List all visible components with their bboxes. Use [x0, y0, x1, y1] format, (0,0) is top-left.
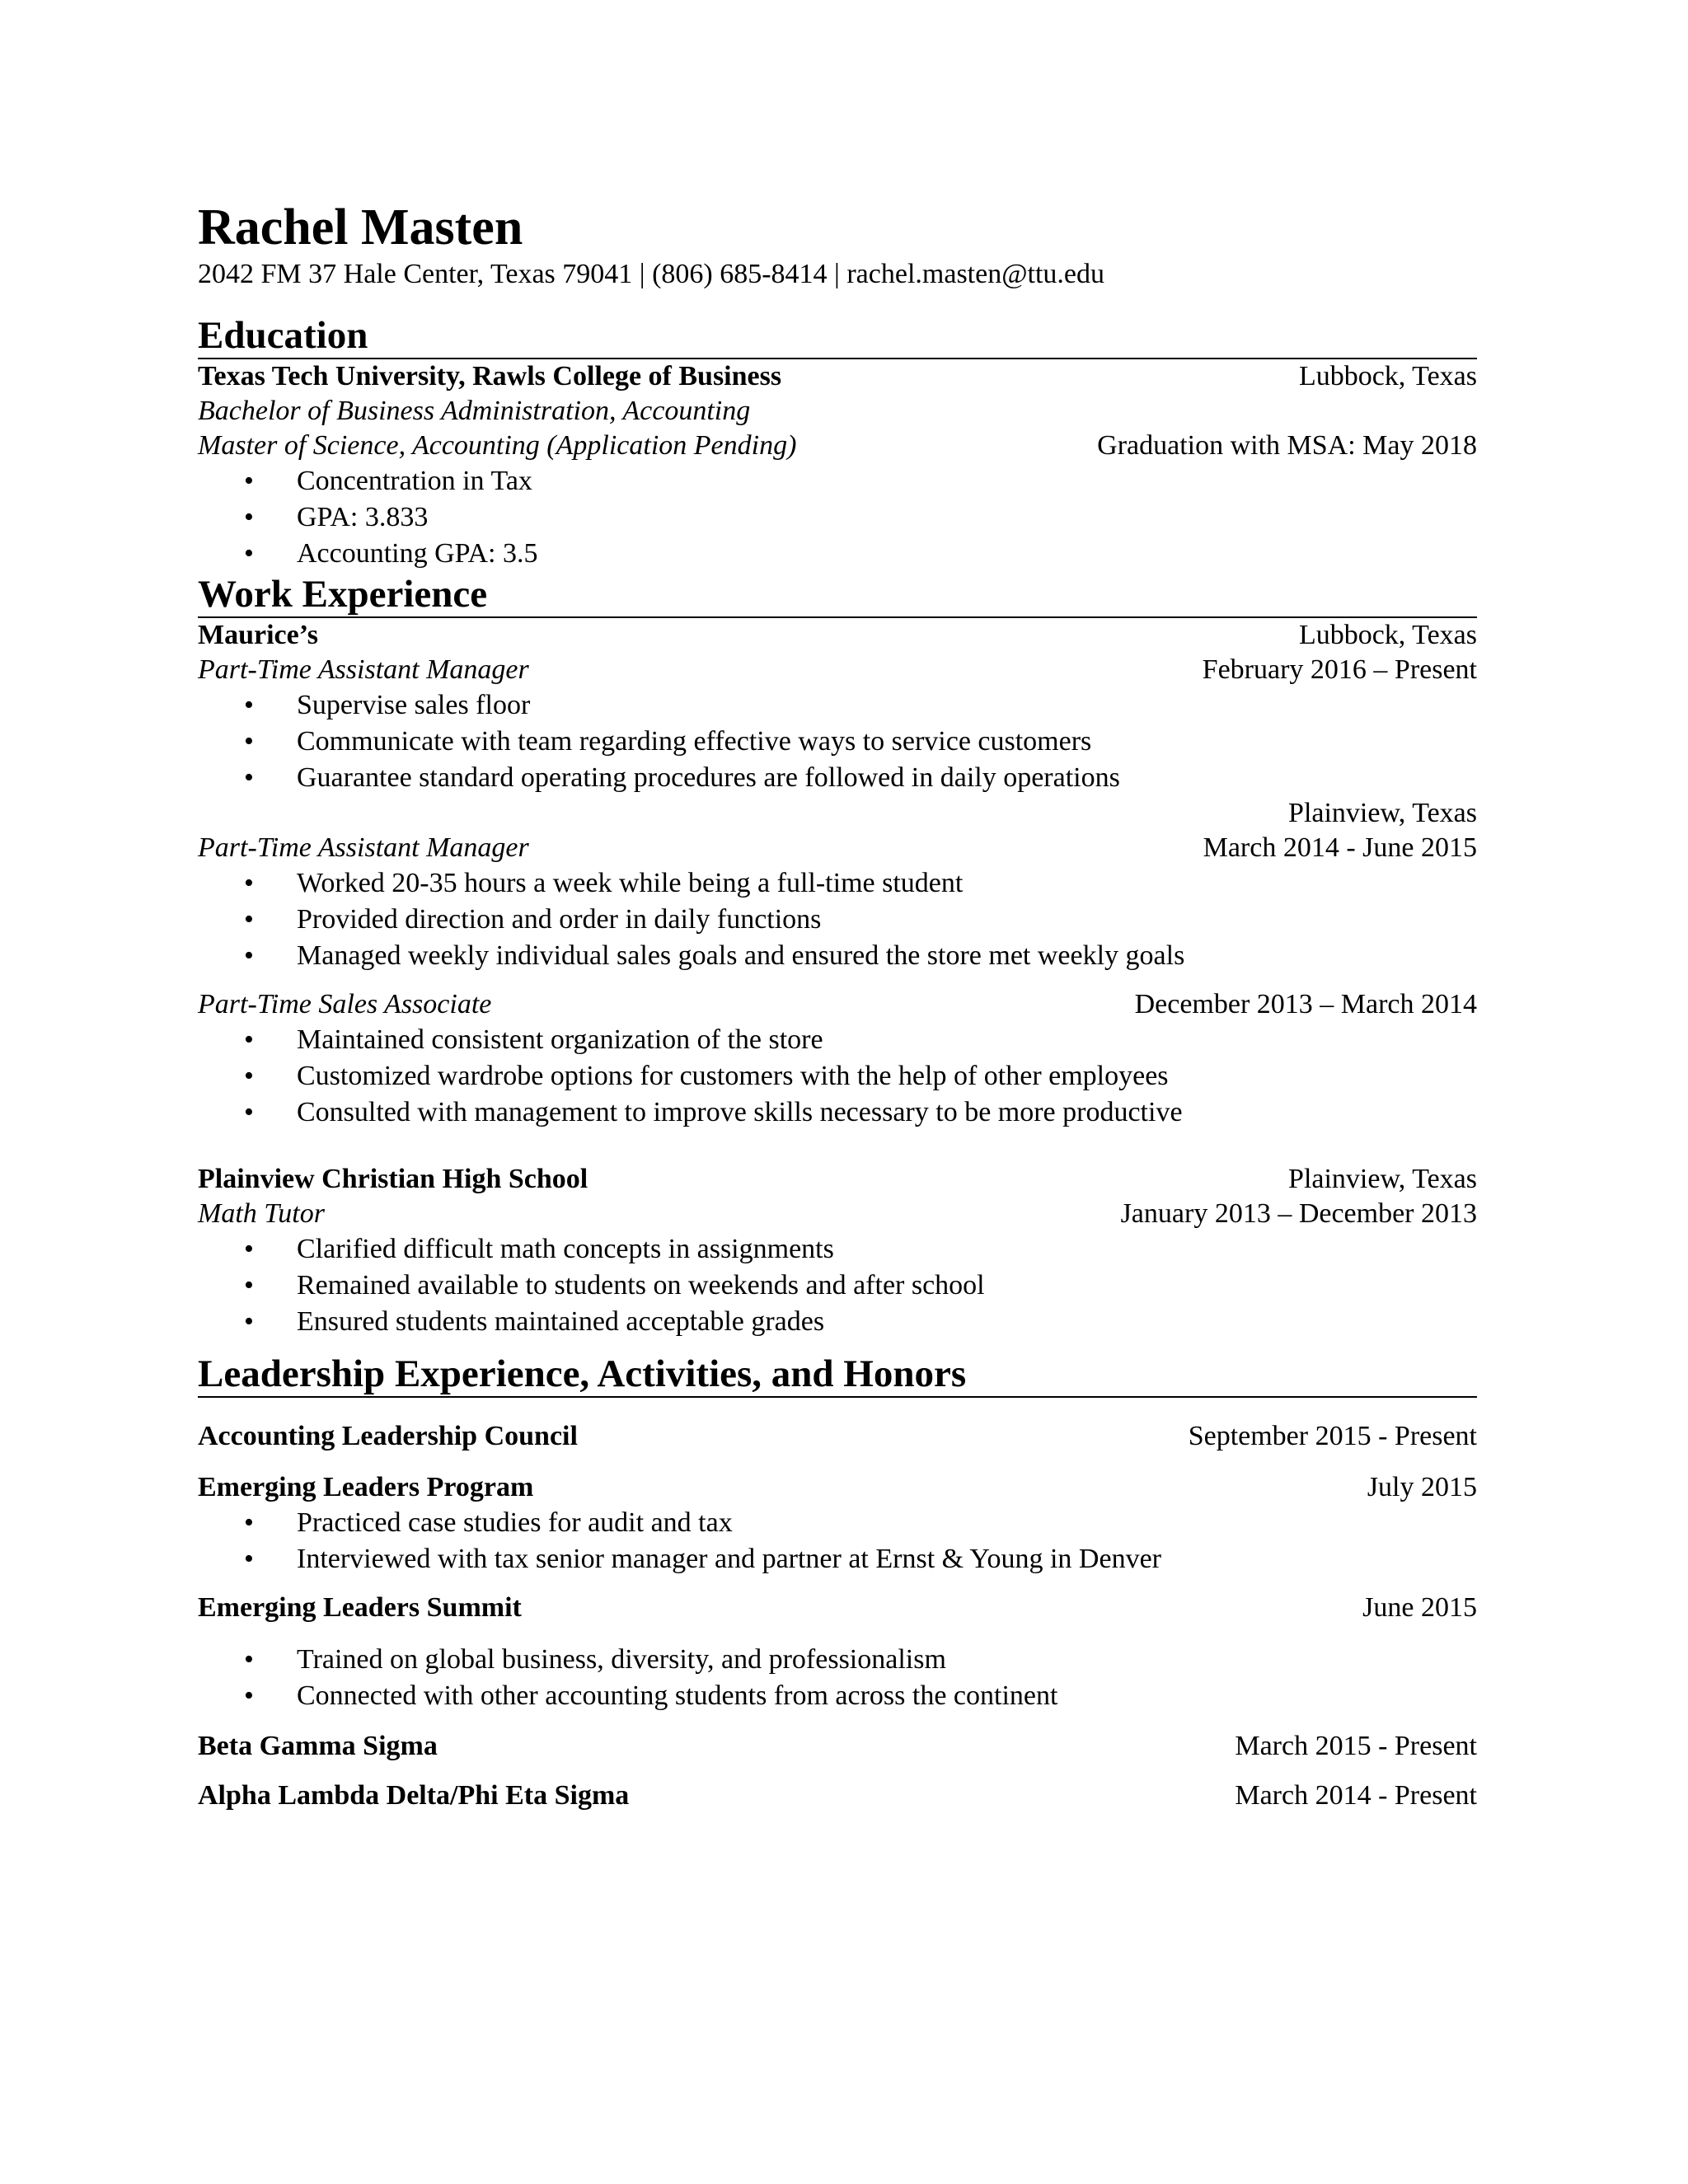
list-item: • Guarantee standard operating procedures are followed in daily operations	[198, 760, 1477, 796]
school-name: Texas Tech University, Rawls College of Business	[198, 361, 782, 391]
list-item: • Managed weekly individual sales goals and ensured the store met weekly goals	[198, 938, 1477, 974]
leadership-item-row	[198, 1779, 1477, 1813]
list-item: • Supervise sales floor	[198, 687, 1477, 724]
degree-bachelor: Bachelor of Business Administration, Accounting	[198, 396, 751, 426]
leadership-item-dates: June 2015	[1362, 1592, 1477, 1623]
leadership-item-name: Alpha Lambda Delta/Phi Eta Sigma	[198, 1780, 630, 1811]
list-item: • Worked 20-35 hours a week while being a full-time student	[198, 865, 1477, 902]
job1-dates: February 2016 – Present	[1202, 654, 1477, 685]
job2-location: Plainview, Texas	[1288, 798, 1477, 828]
job4-employer-row	[198, 1162, 1477, 1197]
leadership-item-name: Emerging Leaders Program	[198, 1472, 534, 1502]
job3-dates: December 2013 – March 2014	[1134, 989, 1477, 1019]
job4-employer: Plainview Christian High School	[198, 1164, 588, 1194]
degree-master: Master of Science, Accounting (Application Pending)	[198, 430, 797, 461]
list-item: • Provided direction and order in daily functions	[198, 902, 1477, 938]
list-item: • Maintained consistent organization of the store	[198, 1022, 1477, 1058]
candidate-name: Rachel Masten	[198, 199, 523, 255]
job2-location-row	[198, 796, 1477, 831]
education-school-row	[198, 359, 1477, 394]
degree-row	[198, 394, 1477, 429]
leadership-item-dates: March 2014 - Present	[1235, 1780, 1477, 1811]
job2-bullets	[198, 865, 1477, 974]
list-item: • Clarified difficult math concepts in assignments	[198, 1231, 1477, 1268]
list-item: • Trained on global business, diversity, and professionalism	[198, 1642, 1477, 1678]
leadership-item-dates: July 2015	[1367, 1472, 1477, 1502]
education-bullets	[198, 463, 1477, 572]
list-item: • Accounting GPA: 3.5	[198, 536, 1477, 572]
job1-title-row	[198, 653, 1477, 687]
list-item: • Remained available to students on weekends and after school	[198, 1268, 1477, 1304]
job4-title: Math Tutor	[198, 1198, 325, 1229]
job3-title-row	[198, 987, 1477, 1022]
job1-location: Lubbock, Texas	[1298, 620, 1477, 650]
job4-title-row	[198, 1197, 1477, 1231]
list-item: • Practiced case studies for audit and tax	[198, 1505, 1477, 1541]
list-item: • Connected with other accounting students from across the continent	[198, 1678, 1477, 1714]
leadership-item-row	[198, 1591, 1477, 1625]
job1-bullets	[198, 687, 1477, 796]
contact-info: 2042 FM 37 Hale Center, Texas 79041 | (806) 685-8414 | rachel.masten@ttu.edu	[198, 259, 1105, 289]
work-heading: Work Experience	[198, 572, 1477, 618]
job1-title: Part-Time Assistant Manager	[198, 654, 529, 685]
list-item: • Concentration in Tax	[198, 463, 1477, 499]
list-item: • GPA: 3.833	[198, 499, 1477, 536]
list-item: • Communicate with team regarding effective ways to service customers	[198, 724, 1477, 760]
job2-title-row	[198, 831, 1477, 865]
leadership-item-name: Emerging Leaders Summit	[198, 1592, 522, 1623]
job4-bullets	[198, 1231, 1477, 1340]
leadership-heading: Leadership Experience, Activities, and Honors	[198, 1352, 1477, 1398]
job2-title: Part-Time Assistant Manager	[198, 832, 529, 863]
leadership-item-name: Accounting Leadership Council	[198, 1421, 578, 1451]
leadership-item-row	[198, 1470, 1477, 1505]
list-item: • Interviewed with tax senior manager and partner at Ernst & Young in Denver	[198, 1541, 1477, 1577]
job3-title: Part-Time Sales Associate	[198, 989, 492, 1019]
leadership-item3-bullets	[198, 1642, 1477, 1714]
job4-location: Plainview, Texas	[1288, 1164, 1477, 1194]
leadership-item-name: Beta Gamma Sigma	[198, 1731, 438, 1761]
job2-dates: March 2014 - June 2015	[1203, 832, 1477, 863]
degree-master-row	[198, 429, 1477, 463]
job4-dates: January 2013 – December 2013	[1120, 1198, 1477, 1229]
leadership-item-dates: March 2015 - Present	[1235, 1731, 1477, 1761]
graduation-date: Graduation with MSA: May 2018	[1097, 430, 1477, 461]
list-item: • Consulted with management to improve skills necessary to be more productive	[198, 1094, 1477, 1131]
job1-employer-row	[198, 618, 1477, 653]
list-item: • Ensured students maintained acceptable grades	[198, 1304, 1477, 1340]
leadership-item-dates: September 2015 - Present	[1188, 1421, 1477, 1451]
leadership-item2-bullets	[198, 1505, 1477, 1577]
list-item: • Customized wardrobe options for customers with the help of other employees	[198, 1058, 1477, 1094]
school-location: Lubbock, Texas	[1298, 361, 1477, 391]
leadership-item-row	[198, 1729, 1477, 1764]
job3-bullets	[198, 1022, 1477, 1131]
job1-employer: Maurice’s	[198, 620, 319, 650]
resume-page	[198, 198, 1477, 1813]
education-heading: Education	[198, 313, 1477, 359]
leadership-item-row	[198, 1419, 1477, 1454]
